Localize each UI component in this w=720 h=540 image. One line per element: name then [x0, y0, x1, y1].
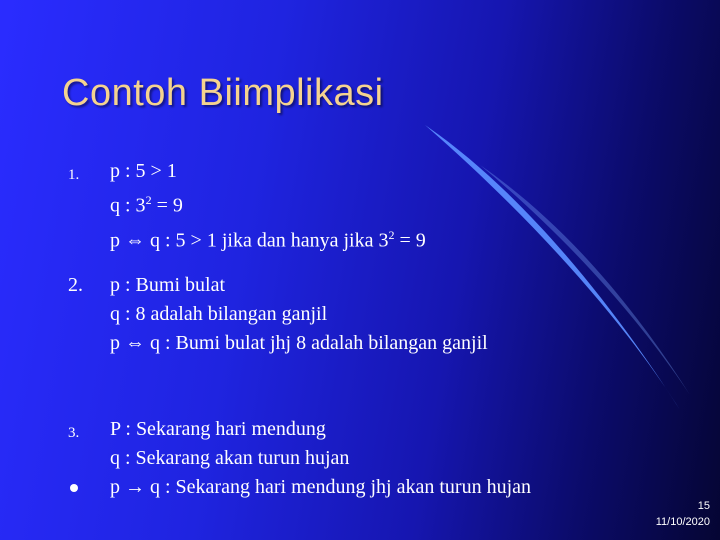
item-line: p : Bumi bulat — [110, 274, 225, 296]
item-lines — [110, 415, 531, 502]
item-line: q : Sekarang akan turun hujan — [110, 447, 350, 469]
item-line: p → q : Sekarang hari mendung jhj akan turun hujan — [110, 476, 532, 498]
item-line: p ⇔ q : 5 > 1 jika dan hanya jika $3^2 = 9$ — [110, 227, 426, 252]
item-number: 2. — [68, 274, 83, 296]
item-line: p : 5 > 1 — [110, 160, 177, 182]
slide-page-number: 15 — [697, 500, 710, 512]
item-lines — [110, 271, 488, 358]
item-line: q : $3^2 = 9$ — [110, 193, 183, 217]
item-line: P : Sekarang hari mendung — [110, 418, 326, 440]
item-lines — [110, 157, 426, 255]
slide-date: 11/10/2020 — [655, 516, 710, 528]
item-number: 3. — [68, 425, 80, 441]
slide-title: Contoh Biimplikasi — [62, 72, 384, 114]
item-number: 1. — [68, 167, 80, 183]
item-line: p ⇔ q : Bumi bulat jhj 8 adalah bilangan ganjil — [110, 332, 488, 354]
item-line: q : 8 adalah bilangan ganjil — [110, 303, 328, 325]
bullet-icon — [70, 484, 78, 492]
